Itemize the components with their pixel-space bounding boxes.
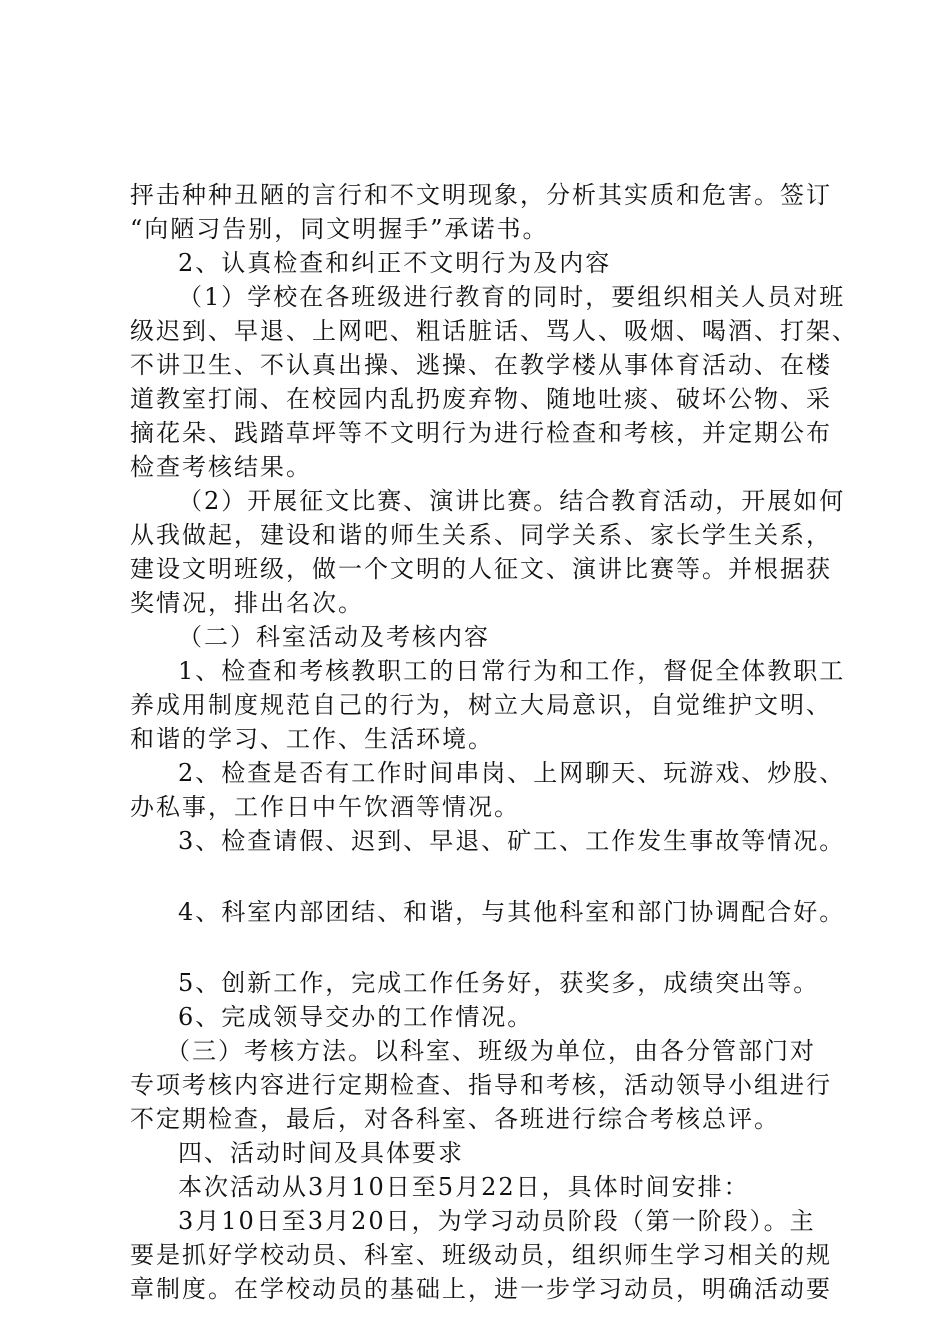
text-line: 办私事，工作日中午饮酒等情况。 [130,793,520,821]
text-line: 和谐的学习、工作、生活环境。 [130,725,494,753]
text-line: （三）考核方法。以科室、班级为单位，由各分管部门对 [166,1037,816,1065]
text-line: 5、创新工作，完成工作任务好，获奖多，成绩突出等。 [178,969,820,997]
text-line: 不讲卫生、不认真出操、逃操、在教学楼从事体育活动、在楼 [130,351,832,379]
text-line: 级迟到、早退、上网吧、粗话脏话、骂人、吸烟、喝酒、打架、 [130,317,858,345]
text-line: 本次活动从3月10日至5月22日，具体时间安排： [178,1173,750,1201]
text-line: 四、活动时间及具体要求 [178,1139,464,1167]
text-line: 从我做起，建设和谐的师生关系、同学关系、家长学生关系， [130,521,832,549]
text-line: （2）开展征文比赛、演讲比赛。结合教育活动，开展如何 [178,487,846,515]
text-line: 3、检查请假、迟到、早退、矿工、工作发生事故等情况。 [178,827,846,855]
text-line: 道教室打闹、在校园内乱扔废弃物、随地吐痰、破坏公物、采 [130,385,832,413]
text-line: 摘花朵、践踏草坪等不文明行为进行检查和考核，并定期公布 [130,419,832,447]
text-line: 2、认真检查和纠正不文明行为及内容 [178,249,612,277]
text-line: 6、完成领导交办的工作情况。 [178,1003,534,1031]
text-line: 专项考核内容进行定期检查、指导和考核，活动领导小组进行 [130,1071,832,1099]
text-line: 奖情况，排出名次。 [130,589,364,617]
text-line: 养成用制度规范自己的行为，树立大局意识，自觉维护文明、 [130,691,832,719]
text-line: 3月10日至3月20日，为学习动员阶段（第一阶段）。主 [178,1207,816,1235]
text-line: 检查考核结果。 [130,453,312,481]
text-line: 建设文明班级，做一个文明的人征文、演讲比赛等。并根据获 [130,555,832,583]
text-line: 2、检查是否有工作时间串岗、上网聊天、玩游戏、炒股、 [178,759,846,787]
text-line: 不定期检查，最后，对各科室、各班进行综合考核总评。 [130,1105,780,1133]
text-line: （1）学校在各班级进行教育的同时，要组织相关人员对班 [178,283,846,311]
text-line: 抨击种种丑陋的言行和不文明现象，分析其实质和危害。签订 [130,181,832,209]
text-line: “向陋习告别，同文明握手”承诺书。 [130,215,549,243]
text-line: 章制度。在学校动员的基础上，进一步学习动员，明确活动要 [130,1275,832,1303]
text-line: 1、检查和考核教职工的日常行为和工作，督促全体教职工 [178,657,846,685]
text-line: 4、科室内部团结、和谐，与其他科室和部门协调配合好。 [178,898,846,926]
text-line: 要是抓好学校动员、科室、班级动员，组织师生学习相关的规 [130,1241,832,1269]
text-line: （二）科室活动及考核内容 [178,623,490,651]
